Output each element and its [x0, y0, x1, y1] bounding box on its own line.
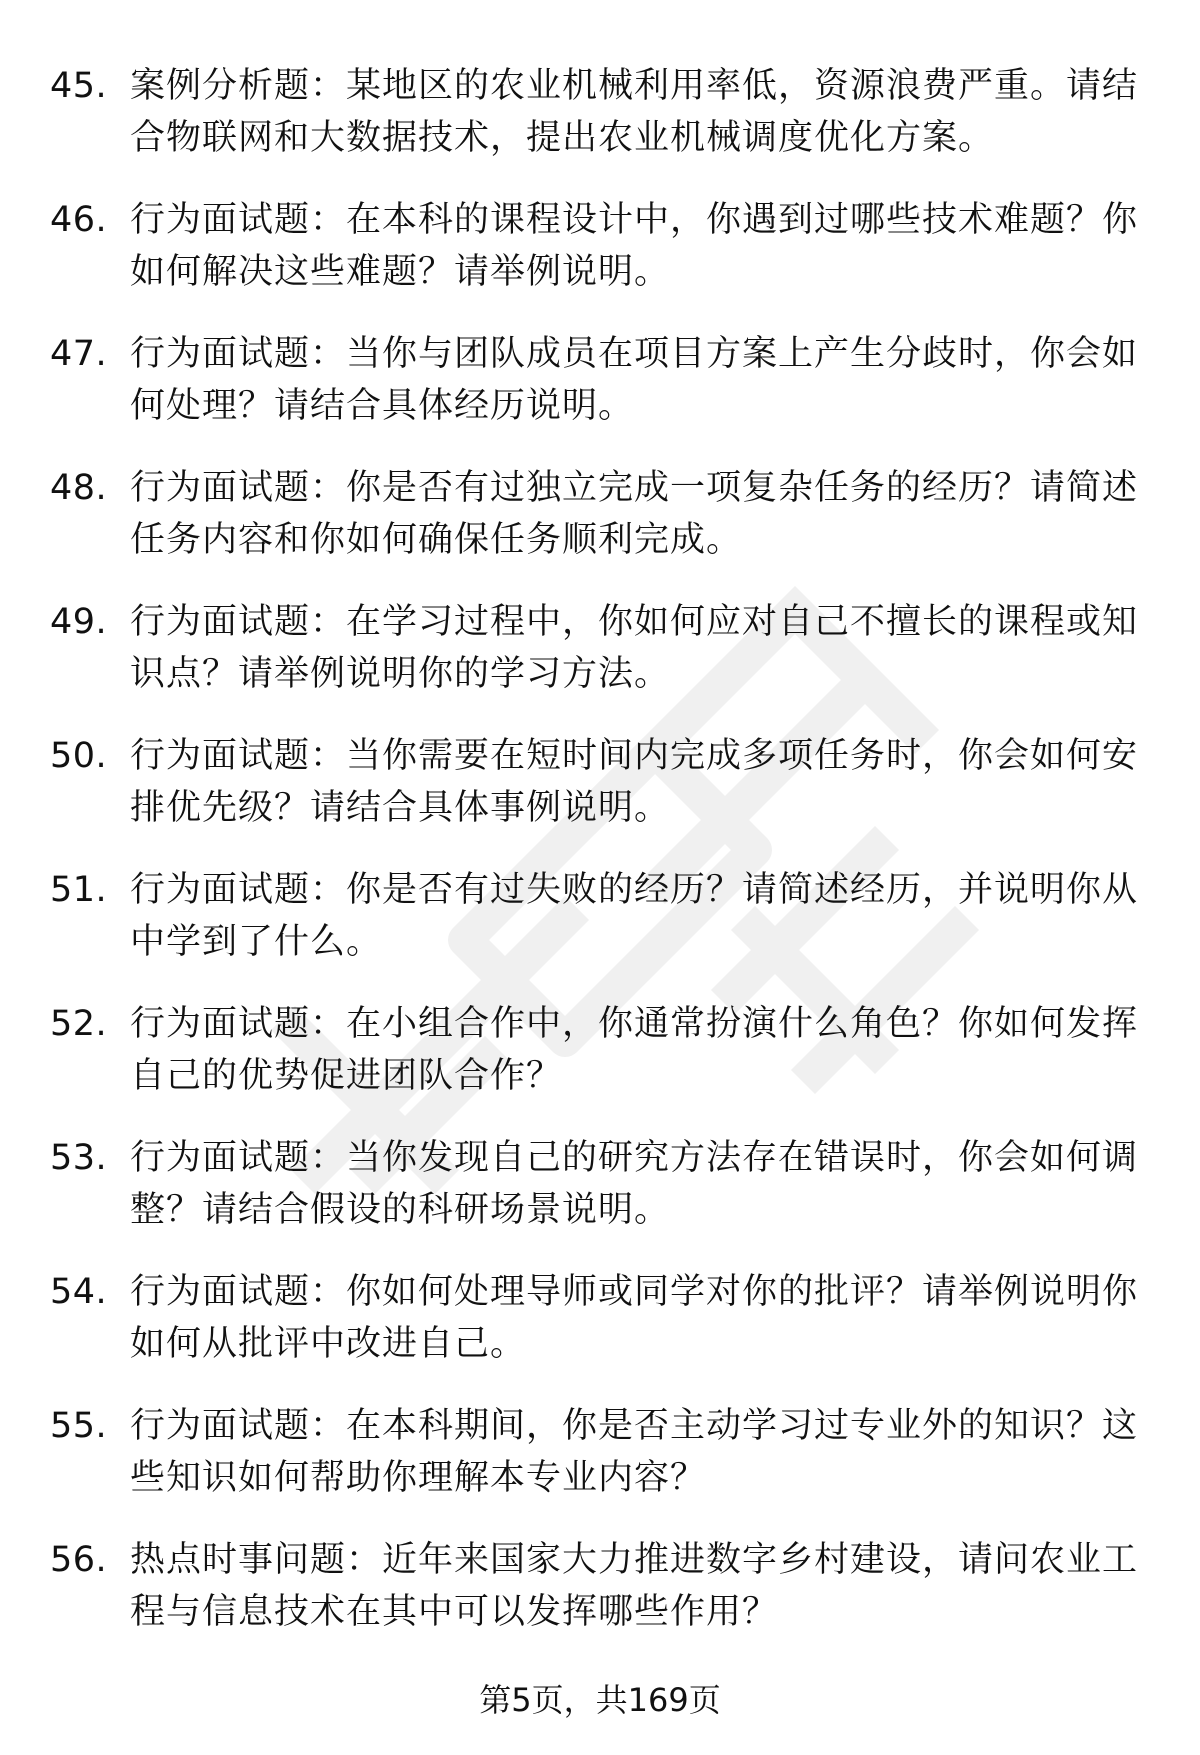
question-item	[50, 60, 1140, 194]
question-item	[50, 194, 1140, 328]
question-text: 行为面试题：你如何处理导师或同学对你的批评？请举例说明你如何从批评中改进自己。	[130, 1272, 1139, 1364]
question-text: 行为面试题：在本科的课程设计中，你遇到过哪些技术难题？你如何解决这些难题？请举例说明。	[130, 200, 1139, 292]
question-number: 49.	[50, 602, 108, 642]
question-text: 热点时事问题：近年来国家大力推进数字乡村建设，请问农业工程与信息技术在其中可以发挥哪些作用？	[130, 1540, 1139, 1632]
question-text: 行为面试题：在本科期间，你是否主动学习过专业外的知识？这些知识如何帮助你理解本专业内容？	[130, 1406, 1139, 1498]
question-item	[50, 1400, 1140, 1534]
question-text: 行为面试题：在学习过程中，你如何应对自己不擅长的课程或知识点？请举例说明你的学习方法。	[130, 602, 1139, 694]
question-text: 行为面试题：在小组合作中，你通常扮演什么角色？你如何发挥自己的优势促进团队合作？	[130, 1004, 1139, 1096]
question-text: 行为面试题：当你发现自己的研究方法存在错误时，你会如何调整？请结合假设的科研场景说明。	[130, 1138, 1139, 1230]
question-number: 45.	[50, 66, 108, 106]
question-text: 案例分析题：某地区的农业机械利用率低，资源浪费严重。请结合物联网和大数据技术，提出农业机械调度优化方案。	[130, 66, 1139, 158]
question-text: 行为面试题：你是否有过独立完成一项复杂任务的经历？请简述任务内容和你如何确保任务顺利完成。	[130, 468, 1139, 560]
question-number: 52.	[50, 1004, 108, 1044]
question-item	[50, 462, 1140, 596]
question-number: 56.	[50, 1540, 108, 1580]
question-number: 54.	[50, 1272, 108, 1312]
question-item	[50, 596, 1140, 730]
question-item	[50, 998, 1140, 1132]
question-item	[50, 730, 1140, 864]
question-number: 46.	[50, 200, 108, 240]
question-number: 51.	[50, 870, 108, 910]
question-text: 行为面试题：当你需要在短时间内完成多项任务时，你会如何安排优先级？请结合具体事例说明。	[130, 736, 1139, 828]
page-number-footer: 第5页，共169页	[479, 1681, 721, 1719]
question-text: 行为面试题：当你与团队成员在项目方案上产生分歧时，你会如何处理？请结合具体经历说明。	[130, 334, 1139, 426]
question-item	[50, 1266, 1140, 1400]
question-number: 53.	[50, 1138, 108, 1178]
question-text: 行为面试题：你是否有过失败的经历？请简述经历，并说明你从中学到了什么。	[130, 870, 1139, 962]
question-list	[50, 60, 1140, 1668]
question-number: 48.	[50, 468, 108, 508]
question-number: 55.	[50, 1406, 108, 1446]
question-number: 50.	[50, 736, 108, 776]
question-number: 47.	[50, 334, 108, 374]
question-item	[50, 864, 1140, 998]
question-item	[50, 1132, 1140, 1266]
question-item	[50, 328, 1140, 462]
question-item	[50, 1534, 1140, 1668]
